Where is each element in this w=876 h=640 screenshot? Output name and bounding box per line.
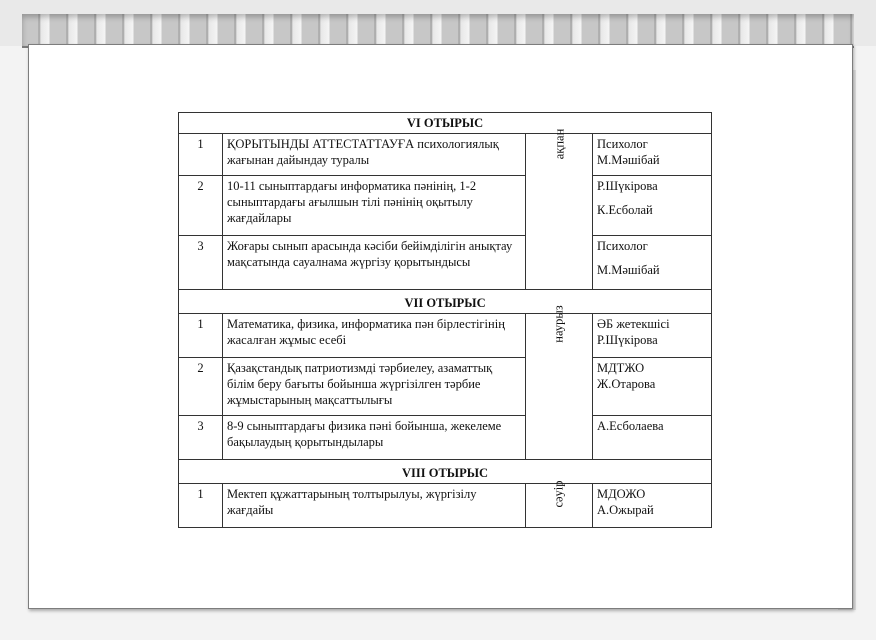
row-responsible bbox=[593, 176, 712, 236]
table-row bbox=[179, 134, 712, 176]
responsible-line: Психолог bbox=[597, 137, 648, 151]
table-row bbox=[179, 314, 712, 358]
row-topic: Мектеп құжаттарының толтырылуы, жүргізілу жағдайы bbox=[223, 484, 526, 528]
responsible-line: Р.Шүкірова bbox=[597, 179, 658, 193]
meeting-plan-table bbox=[178, 112, 712, 528]
responsible-line: ӘБ жетекшісі bbox=[597, 317, 670, 331]
row-number: 2 bbox=[179, 358, 223, 416]
row-responsible bbox=[593, 134, 712, 176]
section-title: VIII ОТЫРЫС bbox=[179, 460, 712, 484]
row-topic: 10-11 сыныптардағы информатика пәнінің, 1-2 сыныптардағы ағылшын тілі пәнінің оқытылу жағдайлары bbox=[223, 176, 526, 236]
table-row bbox=[179, 358, 712, 416]
section-title: VII ОТЫРЫС bbox=[179, 290, 712, 314]
responsible-line: А.Ожырай bbox=[597, 503, 654, 517]
responsible-line: К.Есболай bbox=[597, 203, 653, 217]
section-header-row bbox=[179, 290, 712, 314]
responsible-line: МДОЖО bbox=[597, 487, 646, 501]
row-number: 1 bbox=[179, 314, 223, 358]
responsible-line: Психолог bbox=[597, 239, 648, 253]
row-number: 1 bbox=[179, 484, 223, 528]
month-cell bbox=[526, 480, 593, 528]
month-label: сәуір bbox=[551, 480, 566, 508]
section-header-row bbox=[179, 460, 712, 484]
row-responsible bbox=[593, 314, 712, 358]
responsible-line: А.Есболаева bbox=[597, 419, 664, 433]
month-cell bbox=[526, 305, 593, 460]
table-row bbox=[179, 176, 712, 236]
row-number: 3 bbox=[179, 236, 223, 290]
row-topic: Қазақстандық патриотизмді тәрбиелеу, азаматтық білім беру бағыты бойынша жүргізілген тәрбие жұмыстарының мақсаттылығы bbox=[223, 358, 526, 416]
table-row bbox=[179, 484, 712, 528]
row-topic: 8-9 сыныптардағы физика пәні бойынша, жекелеме бақылаудың қорытындылары bbox=[223, 416, 526, 460]
section-header-row bbox=[179, 113, 712, 134]
row-number: 2 bbox=[179, 176, 223, 236]
table-row bbox=[179, 236, 712, 290]
month-cell bbox=[526, 128, 593, 290]
section-title: VI ОТЫРЫС bbox=[179, 113, 712, 134]
responsible-line: Ж.Отарова bbox=[597, 377, 656, 391]
row-topic: Жоғары сынып арасында кәсіби бейімділігін анықтау мақсатында сауалнама жүргізу қорытындысы bbox=[223, 236, 526, 290]
responsible-line: МДТЖО bbox=[597, 361, 645, 375]
row-responsible bbox=[593, 484, 712, 528]
table-row bbox=[179, 416, 712, 460]
month-label: наурыз bbox=[551, 305, 566, 343]
row-topic: Математика, физика, информатика пән бірлестігінің жасалған жұмыс есебі bbox=[223, 314, 526, 358]
row-number: 3 bbox=[179, 416, 223, 460]
row-responsible bbox=[593, 236, 712, 290]
month-label: ақпан bbox=[552, 128, 566, 160]
row-responsible bbox=[593, 416, 712, 460]
row-responsible bbox=[593, 358, 712, 416]
row-number: 1 bbox=[179, 134, 223, 176]
responsible-line: Р.Шүкірова bbox=[597, 333, 658, 347]
spiral-binding bbox=[22, 14, 854, 48]
row-topic: ҚОРЫТЫНДЫ АТТЕСТАТТАУҒА психологиялық жағынан дайындау туралы bbox=[223, 134, 526, 176]
responsible-line: М.Мәшібай bbox=[597, 153, 660, 167]
responsible-line: М.Мәшібай bbox=[597, 263, 660, 277]
